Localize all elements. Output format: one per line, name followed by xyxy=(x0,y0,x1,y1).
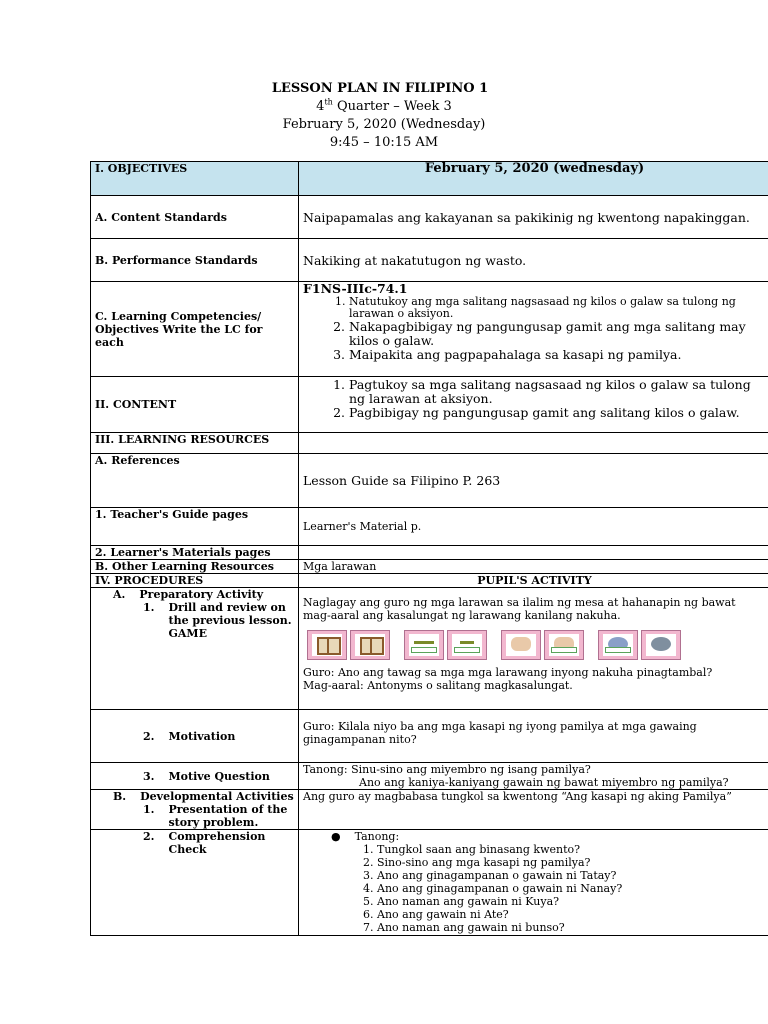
list-item: 3. Maipakita ang pagpapahalaga sa kasapi ng pamilya. xyxy=(349,348,766,362)
teachers-guide-value: Learner's Material p. xyxy=(299,508,768,546)
comprehension-value xyxy=(299,830,768,936)
preparatory-value xyxy=(299,588,768,710)
content-value xyxy=(299,377,768,433)
row-other-resources xyxy=(91,560,768,574)
list-item: 4. Ano ang ginagampanan o gawain ni Nanay? xyxy=(377,882,766,895)
other-resources-label: B. Other Learning Resources xyxy=(91,560,299,574)
references-label: A. References xyxy=(91,454,299,508)
row-references xyxy=(91,454,768,508)
competencies-list xyxy=(303,296,766,362)
content-standards-value: Naipapamalas ang kakayanan sa pakikinig ng kwentong napakinggan. xyxy=(299,196,768,239)
list-item: 5. Ano naman ang gawain ni Kuya? xyxy=(377,895,766,908)
list-item: 7. Ano naman ang gawain ni bunso? xyxy=(377,921,766,934)
pupils-activity-header: PUPIL'S ACTIVITY xyxy=(299,574,768,588)
motive-question-label: 3. Motive Question xyxy=(91,763,299,790)
row-objectives xyxy=(91,162,768,196)
list-item: 2. Nakapagbibigay ng pangungusap gamit ang mga salitang may kilos o galaw. xyxy=(349,320,766,348)
hand-picture-card xyxy=(501,630,541,660)
learners-materials-label: 2. Learner's Materials pages xyxy=(91,546,299,560)
motivation-value: Guro: Kilala niyo ba ang mga kasapi ng iyong pamilya at mga gawaing ginagampanan nito? xyxy=(299,710,768,763)
preparatory-text: Naglagay ang guro ng mga larawan sa ilalim ng mesa at hahanapin ng bawat mag-aaral ang kasalungat ng larawang kanilang nakuha. xyxy=(303,596,736,622)
developmental-label: B. Developmental Activities 1. Presentation of the story problem. xyxy=(91,790,299,830)
competencies-value xyxy=(299,282,768,377)
other-resources-value: Mga larawan xyxy=(299,560,768,574)
list-item: 1. Natutukoy ang mga salitang nagsasaad ng kilos o galaw sa tulong ng larawan o aksiyon. xyxy=(349,296,766,320)
row-content-standards xyxy=(91,196,768,239)
card-pair xyxy=(501,630,584,660)
card-pair xyxy=(404,630,487,660)
list-item: 2. Pagbibigay ng pangungusap gamit ang salitang kilos o galaw. xyxy=(349,406,766,420)
hand-picture-card xyxy=(544,630,584,660)
row-teachers-guide xyxy=(91,508,768,546)
preparatory-label: A. Preparatory Activity 1. Drill and review on the previous lesson. GAME xyxy=(91,588,299,710)
student-answer: Mag-aaral: Antonyms o salitang magkasalungat. xyxy=(303,679,573,692)
comprehension-questions xyxy=(303,843,766,934)
list-item: 2. Sino-sino ang mga kasapi ng pamilya? xyxy=(377,856,766,869)
lesson-title: LESSON PLAN IN FILIPINO 1 xyxy=(271,81,489,96)
references-value: Lesson Guide sa Filipino P. 263 xyxy=(299,454,768,508)
row-preparatory xyxy=(91,588,768,710)
quarter-line: 4th Quarter – Week 3 xyxy=(316,97,452,114)
list-item: 3. Ano ang ginagampanan o gawain ni Tatay? xyxy=(377,869,766,882)
lesson-plan-table xyxy=(90,161,768,936)
row-competencies xyxy=(91,282,768,377)
comprehension-bullet: ● Tanong: xyxy=(331,830,400,843)
lesson-header xyxy=(0,80,768,152)
blob-picture-card xyxy=(598,630,638,660)
objectives-date: February 5, 2020 (wednesday) xyxy=(299,162,768,196)
row-learners-materials xyxy=(91,546,768,560)
performance-standards-value: Nakiking at nakatutugon ng wasto. xyxy=(299,239,768,282)
lesson-date: February 5, 2020 (Wednesday) xyxy=(282,117,486,132)
lesson-time: 9:45 – 10:15 AM xyxy=(329,135,439,150)
objectives-label: I. OBJECTIVES xyxy=(91,162,299,196)
row-performance-standards xyxy=(91,239,768,282)
list-item: 1. Tungkol saan ang binasang kwento? xyxy=(377,843,766,856)
row-comprehension xyxy=(91,830,768,936)
content-list xyxy=(303,378,766,420)
content-standards-label: A. Content Standards xyxy=(91,196,299,239)
row-content xyxy=(91,377,768,433)
row-learning-resources xyxy=(91,433,768,454)
stick-picture-card xyxy=(404,630,444,660)
teachers-guide-label: 1. Teacher's Guide pages xyxy=(91,508,299,546)
performance-standards-label: B. Performance Standards xyxy=(91,239,299,282)
card-pair xyxy=(598,630,681,660)
competency-code: F1NS-IIIc-74.1 xyxy=(303,281,408,296)
content-label: II. CONTENT xyxy=(91,377,299,433)
learning-resources-label: III. LEARNING RESOURCES xyxy=(91,433,299,454)
row-motivation xyxy=(91,710,768,763)
motive-question-value: Tanong: Sinu-sino ang miyembro ng isang pamilya? Ano ang kaniya-kaniyang gawain ng bawat miyembro ng pamilya? xyxy=(299,763,768,790)
procedures-label: IV. PROCEDURES xyxy=(91,574,299,588)
competencies-label: C. Learning Competencies/ Objectives Write the LC for each xyxy=(91,282,299,377)
row-motive-question xyxy=(91,763,768,790)
card-pair xyxy=(307,630,390,660)
motivation-label: 2. Motivation xyxy=(91,710,299,763)
window-picture-card xyxy=(307,630,347,660)
list-item: 1. Pagtukoy sa mga salitang nagsasaad ng kilos o galaw sa tulong ng larawan at aksiyon. xyxy=(349,378,766,406)
teacher-question: Guro: Ano ang tawag sa mga mga larawang inyong nakuha pinagtambal? xyxy=(303,666,713,679)
row-developmental xyxy=(91,790,768,830)
row-procedures xyxy=(91,574,768,588)
window-picture-card xyxy=(350,630,390,660)
picture-cards xyxy=(307,630,766,660)
stick-picture-card xyxy=(447,630,487,660)
comprehension-label: 2. Comprehension Check xyxy=(91,830,299,936)
developmental-value: Ang guro ay magbabasa tungkol sa kwentong “Ang kasapi ng aking Pamilya” xyxy=(299,790,768,830)
list-item: 6. Ano ang gawain ni Ate? xyxy=(377,908,766,921)
blob-picture-card xyxy=(641,630,681,660)
